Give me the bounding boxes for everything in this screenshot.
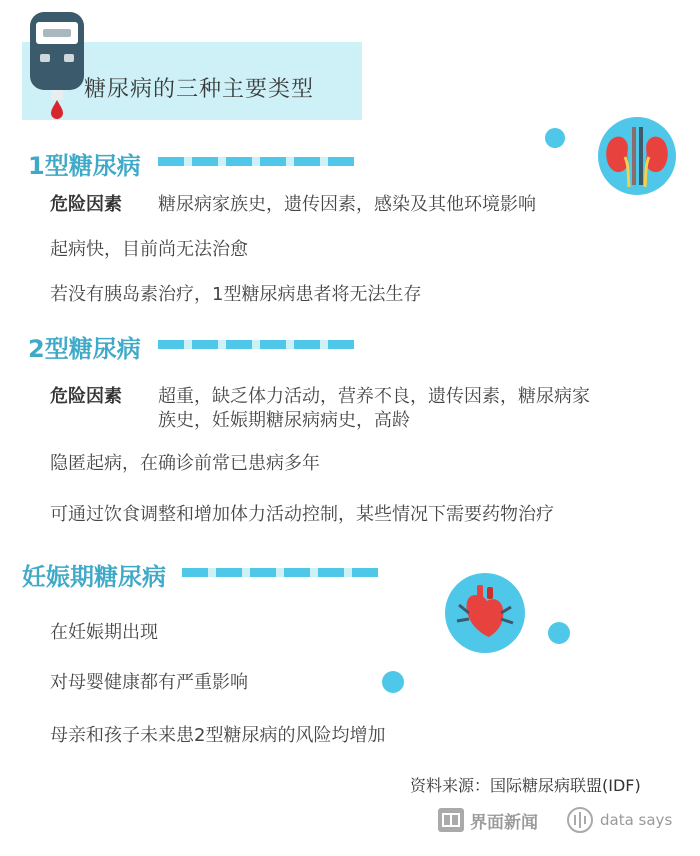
- section-1-line-1: 起病快，目前尚无法治愈: [50, 239, 248, 260]
- section-3-line-2: 对母婴健康都有严重影响: [50, 672, 248, 693]
- section-1-risk-label: 危险因素: [50, 194, 122, 215]
- section-3-divider: [182, 568, 386, 577]
- section-2-risk-text-2: 族史，妊娠期糖尿病病史，高龄: [158, 410, 410, 431]
- source-note: 资料来源：国际糖尿病联盟(IDF): [410, 776, 641, 795]
- footer-brand: 界面新闻: [470, 813, 538, 833]
- section-3-line-1: 在妊娠期出现: [50, 622, 158, 643]
- section-3-title: 妊娠期糖尿病: [22, 563, 166, 591]
- section-2-line-1: 隐匿起病，在确诊前常已患病多年: [50, 453, 320, 474]
- jiemian-logo-icon: [437, 807, 465, 833]
- decor-dot: [548, 622, 570, 644]
- section-2-risk-text-1: 超重，缺乏体力活动，营养不良，遗传因素，糖尿病家: [158, 386, 590, 407]
- section-1-divider: [158, 157, 362, 166]
- glucose-meter-icon: [26, 8, 88, 120]
- section-1-line-2: 若没有胰岛素治疗，1型糖尿病患者将无法生存: [50, 284, 422, 305]
- data-says-logo-icon: [566, 806, 594, 834]
- decor-dot: [382, 671, 404, 693]
- section-3-line-3: 母亲和孩子未来患2型糖尿病的风险均增加: [50, 725, 386, 746]
- section-2-divider: [158, 340, 362, 349]
- footer-tagline: data says: [600, 811, 673, 829]
- heart-icon: [445, 573, 525, 653]
- section-2-title: 2型糖尿病: [28, 335, 141, 363]
- section-1-risk-text: 糖尿病家族史，遗传因素，感染及其他环境影响: [158, 194, 536, 215]
- kidneys-icon: [598, 117, 676, 195]
- decor-dot: [545, 128, 565, 148]
- page-title: 糖尿病的三种主要类型: [84, 77, 315, 102]
- section-2-line-2: 可通过饮食调整和增加体力活动控制，某些情况下需要药物治疗: [50, 504, 554, 525]
- section-2-risk-label: 危险因素: [50, 386, 122, 407]
- section-1-title: 1型糖尿病: [28, 152, 141, 180]
